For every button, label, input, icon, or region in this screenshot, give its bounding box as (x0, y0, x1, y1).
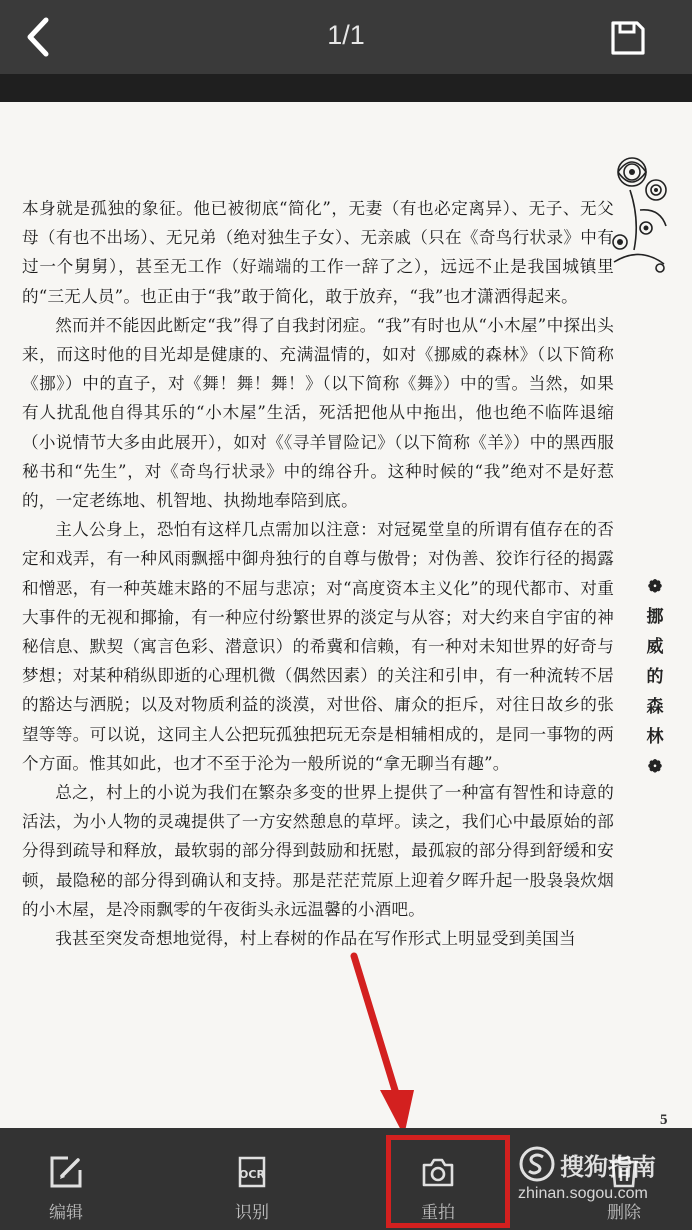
side-title-char: 挪 (646, 607, 664, 627)
camera-icon (420, 1154, 456, 1190)
edit-icon (48, 1154, 84, 1190)
side-title-char: 威 (646, 637, 664, 657)
retake-label: 重拍 (421, 1203, 455, 1223)
page-counter: 1/1 (327, 20, 365, 50)
side-title-char: 的 (646, 667, 664, 687)
paragraph: 我甚至突发奇想地觉得，村上春树的作品在写作形式上明显受到美国当 (55, 929, 576, 949)
ocr-button[interactable] (192, 1128, 312, 1230)
retake-button[interactable] (378, 1128, 498, 1230)
body-text (22, 194, 614, 953)
paragraph: 总之，村上的小说为我们在繁杂多变的世界上提供了一种富有智性和诗意的活法，为小人物的灵魂提供了一方安然憩息的草坪。读之，我们心中最原始的部分得到疏导和释放，最软弱的部分得到鼓励和抚慰，最孤寂的部分得到舒缓和安顿，最隐秘的部分得到确认和支持。那是茫茫荒原上迎着夕晖升起一股袅袅炊烟的小木屋，是冷雨飘零的午夜街头永远温馨的小酒吧。 (22, 783, 614, 919)
side-title-char: 林 (646, 727, 664, 747)
delete-label: 删除 (607, 1203, 641, 1223)
bottom-toolbar (0, 1128, 692, 1230)
ocr-label: 识别 (235, 1203, 269, 1223)
trash-icon (606, 1154, 642, 1190)
ornament-icon: ❁ (647, 757, 663, 777)
edit-label: 编辑 (49, 1203, 83, 1223)
scanned-page (0, 102, 692, 1128)
preview-top-margin (0, 74, 692, 102)
side-title-char: 森 (646, 697, 664, 717)
side-running-title (640, 572, 670, 782)
save-button[interactable] (608, 18, 648, 58)
paragraph: 主人公身上，恐怕有这样几点需加以注意：对冠冕堂皇的所谓有值存在的否定和戏弄，有一种风雨飘摇中御舟独行的自尊与傲骨；对伪善、狡诈行径的揭露和憎恶，有一种英雄末路的不屈与悲凉；对“高度资本主义化”的现代都市、对重大事件的无视和揶揄，有一种应付纷繁世界的淡定与从容；对大约来自宇宙的神秘信息、默契（寓言色彩、潜意识）的希冀和信赖，有一种对未知世界的好奇与梦想；对某种稍纵即逝的心理机微（偶然因素）的关注和引申，有一种流转不居的豁达与洒脱；以及对物质利益的淡漠，对世俗、庸众的拒斥，对往日故乡的张望等等。可以说，这同主人公把玩孤独把玩无奈是相辅相成的，是同一事物的两个方面。惟其如此，也才不至于沦为一般所说的“拿无聊当有趣”。 (22, 520, 614, 773)
top-bar (0, 0, 692, 74)
watermark-url: zhinan.sogou.com (518, 1185, 648, 1202)
edit-button[interactable] (6, 1128, 126, 1230)
ocr-icon (234, 1154, 270, 1190)
ornament-icon: ❁ (647, 577, 663, 597)
paragraph: 本身就是孤独的象征。他已被彻底“简化”，无妻（有也必定离异）、无子、无父母（有也不出场）、无兄弟（绝对独生子女）、无亲戚（只在《奇鸟行状录》中有过一个舅舅），甚至无工作（好端端的工作一辞了之），远远不止是我国城镇里的“三无人员”。也正由于“我”敢于简化，敢于放弃，“我”也才潇洒得起来。 (22, 199, 614, 306)
page-number: 5 (660, 1112, 668, 1128)
delete-button[interactable] (564, 1128, 684, 1230)
floppy-disk-icon (608, 18, 648, 58)
ocr-icon-text: OCR (239, 1168, 265, 1181)
paragraph: 然而并不能因此断定“我”得了自我封闭症。“我”有时也从“小木屋”中探出头来，而这时他的目光却是健康的、充满温情的，如对《挪威的森林》（以下简称《挪》）中的直子，对《舞！舞！舞！》（以下简称《舞》）中的雪。当然，如果有人扰乱他自得其乐的“小木屋”生活，死活把他从中拖出，他也绝不临阵退缩（小说情节大多由此展开），如对《《寻羊冒险记》（以下简称《羊》）中的黑西服秘书和“先生”，对《奇鸟行状录》中的绵谷升。这种时候的“我”绝对不是好惹的，一定老练地、机智地、执拗地奉陪到底。 (22, 315, 614, 511)
watermark-title: 搜狗指南 (560, 1153, 656, 1181)
